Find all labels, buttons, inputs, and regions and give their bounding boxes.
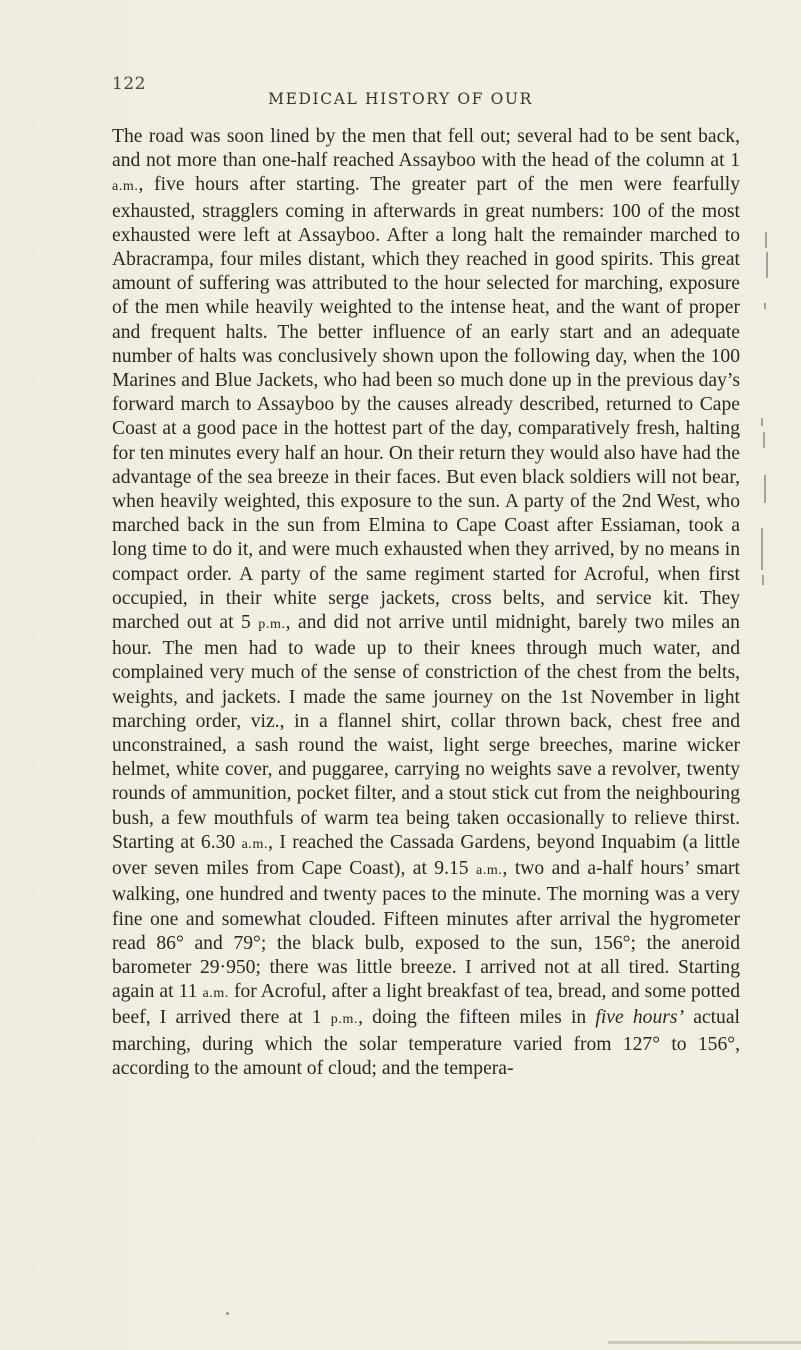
margin-mark [764, 303, 766, 309]
text-run: , I reached the Cassada Gardens, beyond Inquabim (a little over seven miles from Cape Coast), at 9.15 [112, 831, 741, 880]
margin-mark [761, 418, 763, 426]
margin-mark [762, 575, 764, 585]
margin-mark [766, 252, 768, 278]
italic-text: five hours’ [595, 1007, 685, 1029]
time-abbrev: p.m. [330, 1012, 359, 1028]
time-abbrev: a.m. [202, 986, 229, 1002]
time-abbrev: a.m. [241, 836, 269, 852]
page-edge-shadow [608, 1341, 801, 1344]
time-abbrev: a.m. [476, 863, 503, 879]
time-abbrev: a.m. [112, 179, 139, 195]
margin-mark [763, 432, 765, 448]
running-head: MEDICAL HISTORY OF OUR [268, 90, 533, 108]
text-run: The road was soon lined by the men that fell out; several had to be sent back, and not more than one-half reached Assayboo with the head of the column at 1 [112, 126, 740, 172]
text-run: for Acroful, after a light breakfast of tea, bread, and some potted beef, I arrived there at 1 [112, 981, 740, 1029]
page-number: 122 [112, 74, 146, 94]
time-abbrev: p.m. [258, 617, 286, 633]
print-speck [226, 1312, 229, 1315]
body-paragraph [112, 125, 740, 1081]
text-run: , doing the fifteen miles in [358, 1007, 596, 1029]
margin-mark [765, 232, 767, 248]
text-run: , five hours after starting. The greater part of the men were fearfully exhausted, stragglers coming in afterwards in great numbers: 100 of the most exhausted were left at Assayboo. After a long halt the remainder marched to Abracrampa, four miles distant, which they reached in good spirits. This great amount of suffering was attributed to the hour selected for marching, exposure of the men while heavily weighted to the intense heat, and the want of proper and frequent halts. The better influence of an early start and an adequate number of halts was conclusively shown upon the following day, when the 100 Marines and Blue Jackets, who had been so much done up in the previous day’s forward march to Assayboo by the causes already described, returned to Cape Coast at a good pace in the hottest part of the day, comparatively fresh, halting for ten minutes every half an hour. On their return they would also have had the advantage of the sea breeze in their faces. But even black soldiers will not bear, when heavily weighted, this exposure to the sun. A party of the 2nd West, who marched back in the sun from Elmina to Cape Coast after Essiaman, took a long time to do it, and were much exhausted when they arrived, by no means in compact order. A party of the same regiment started for Acroful, when first occupied, in their white serge jackets, cross belts, and service kit. They marched out at 5 [112, 174, 740, 634]
text-run: , two and a-half hours’ smart walking, one hundred and twenty paces to the minute. The morning was a very fine one and somewhat clouded. Fifteen minutes after arrival the hygrometer read 86° and 79°; the black bulb, exposed to the sun, 156°; the aneroid barometer 29·950; there was little breeze. I arrived not at all tired. Starting again at 11 [112, 858, 740, 1003]
text-run: , and did not arrive until midnight, barely two miles an hour. The men had to wade up to their knees through much water, and complained very much of the sense of constriction of the chest from the belts, weights, and jackets. I made the same journey on the 1st November in light marching order, viz., in a flannel shirt, collar thrown back, chest free and unconstrained, a sash round the waist, light serge breeches, marine wicker helmet, white cover, and puggaree, carrying no weights save a revolver, twenty rounds of ammunition, pocket filter, and a stout stick cut from the neighbouring bush, a few mouthfuls of warm tea being taken occasionally to relieve thirst. Starting at 6.30 [112, 612, 740, 853]
text-run: actual marching, during which the solar temperature varied from 127° to 156°, according to the amount of cloud; and the tempera- [112, 1007, 740, 1079]
margin-mark [761, 528, 763, 570]
margin-mark [764, 475, 766, 503]
